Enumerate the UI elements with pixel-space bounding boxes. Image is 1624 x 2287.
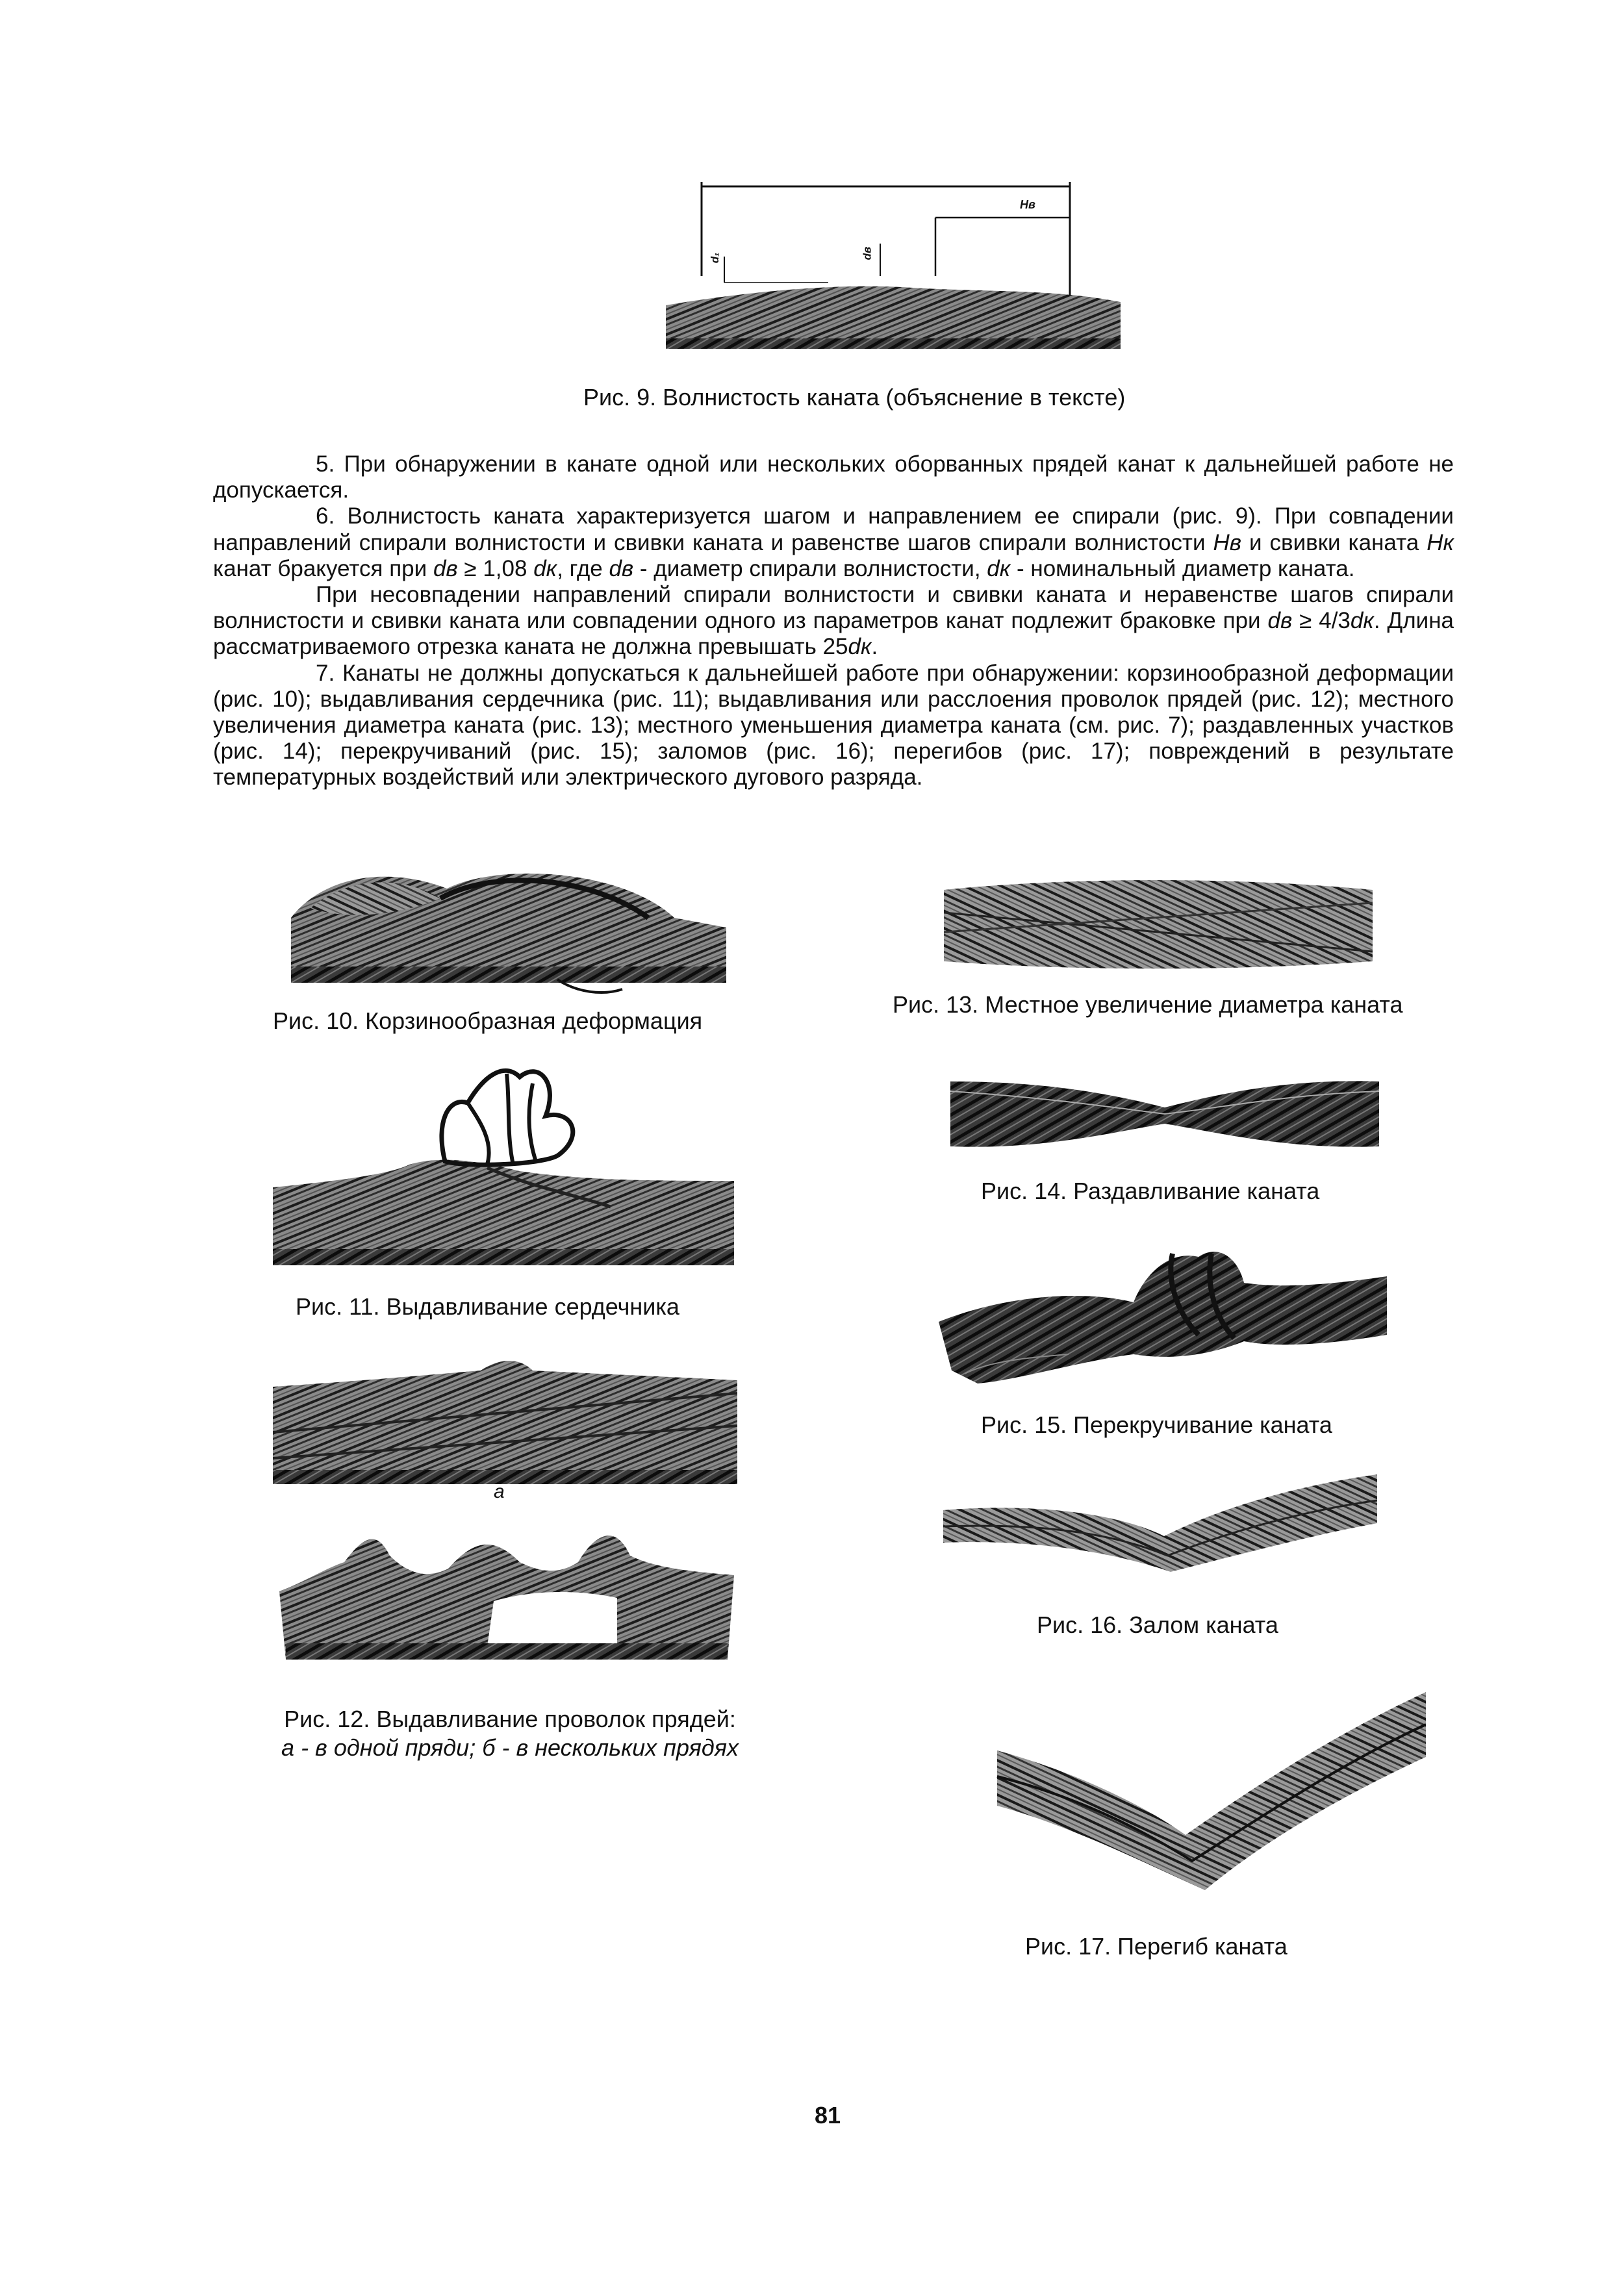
figure-12b-several-strands [279,1517,734,1669]
wavy-rope-diagram [666,179,1121,367]
figure-15-twisted-rope [939,1231,1387,1393]
figure-10-caption: Рис. 10. Корзинообразная деформация [273,1007,703,1034]
paragraph-7: 7. Канаты не должны допускаться к дальнейшей работе при обнаружении: корзинообразной деформации (рис. 10); выдавливания сердечника (рис. 11); выдавливания или расслоения проволок прядей (рис. 12); местного увеличения диаметра каната (рис. 13); местного уменьшения диаметра каната (см. рис. 7); раздавленных участков (рис. 14); перекручиваний (рис. 15); заломов (рис. 16); перегибов (рис. 17); повреждений в результате температурных воздействий или электрического дугового разряда. [213,660,1454,790]
paragraph-6: 6. Волнистость каната характеризуется шагом и направлением ее спирали (рис. 9). При совпадении направлений спирали волнистости и свивки каната и равенстве шагов спирали волнистости Hв и свивки каната Hк канат бракуется при dв ≥ 1,08 dк, где dв - диаметр спирали волнистости, dк - номинальный диаметр каната. [213,503,1454,581]
figure-12a-label: а [494,1481,505,1502]
body-text [213,451,1454,791]
figure-11-caption: Рис. 11. Выдавливание сердечника [296,1293,679,1320]
figure-14-caption: Рис. 14. Раздавливание каната [981,1178,1320,1204]
step-label: Hв [1020,198,1035,211]
figure-9-caption: Рис. 9. Волнистость каната (объяснение в тексте) [583,384,1126,411]
figure-13-diameter-increase [944,874,1373,974]
figure-10-basket-deformation [285,856,736,996]
paragraph-6b: При несовпадении направлений спирали волнистости и свивки каната и неравенстве шагов спирали волнистости и свивки каната или совпадении одного из параметров канат подлежит браковке при dв ≥ 4/3dк. Длина рассматриваемого отрезка каната не должна превышать 25dк. [213,582,1454,660]
figure-13-caption: Рис. 13. Местное увеличение диаметра каната [893,991,1403,1018]
figure-12-caption [250,1705,770,1762]
figure-9 [666,179,1121,367]
figure-12-caption-line2: а - в одной пряди; б - в нескольких прядях [281,1734,739,1761]
page-number: 81 [815,2102,841,2129]
figure-12a-one-strand [273,1354,737,1491]
figure-17-bent-rope [991,1686,1426,1900]
height-label: d₁ [709,252,722,264]
figure-11-core-extrusion [273,1057,734,1272]
figure-16-kinked-rope [943,1465,1377,1578]
figure-16-caption: Рис. 16. Залом каната [1037,1611,1278,1638]
diameter-label: dв [861,246,874,260]
figure-14-crushed-rope [950,1072,1379,1153]
figure-17-caption: Рис. 17. Перегиб каната [1025,1933,1288,1960]
paragraph-5: 5. При обнаружении в канате одной или нескольких оборванных прядей канат к дальнейшей работе не допускается. [213,451,1454,503]
figure-15-caption: Рис. 15. Перекручивание каната [981,1411,1332,1438]
figure-12-caption-line1: Рис. 12. Выдавливание проволок прядей: [284,1706,736,1732]
